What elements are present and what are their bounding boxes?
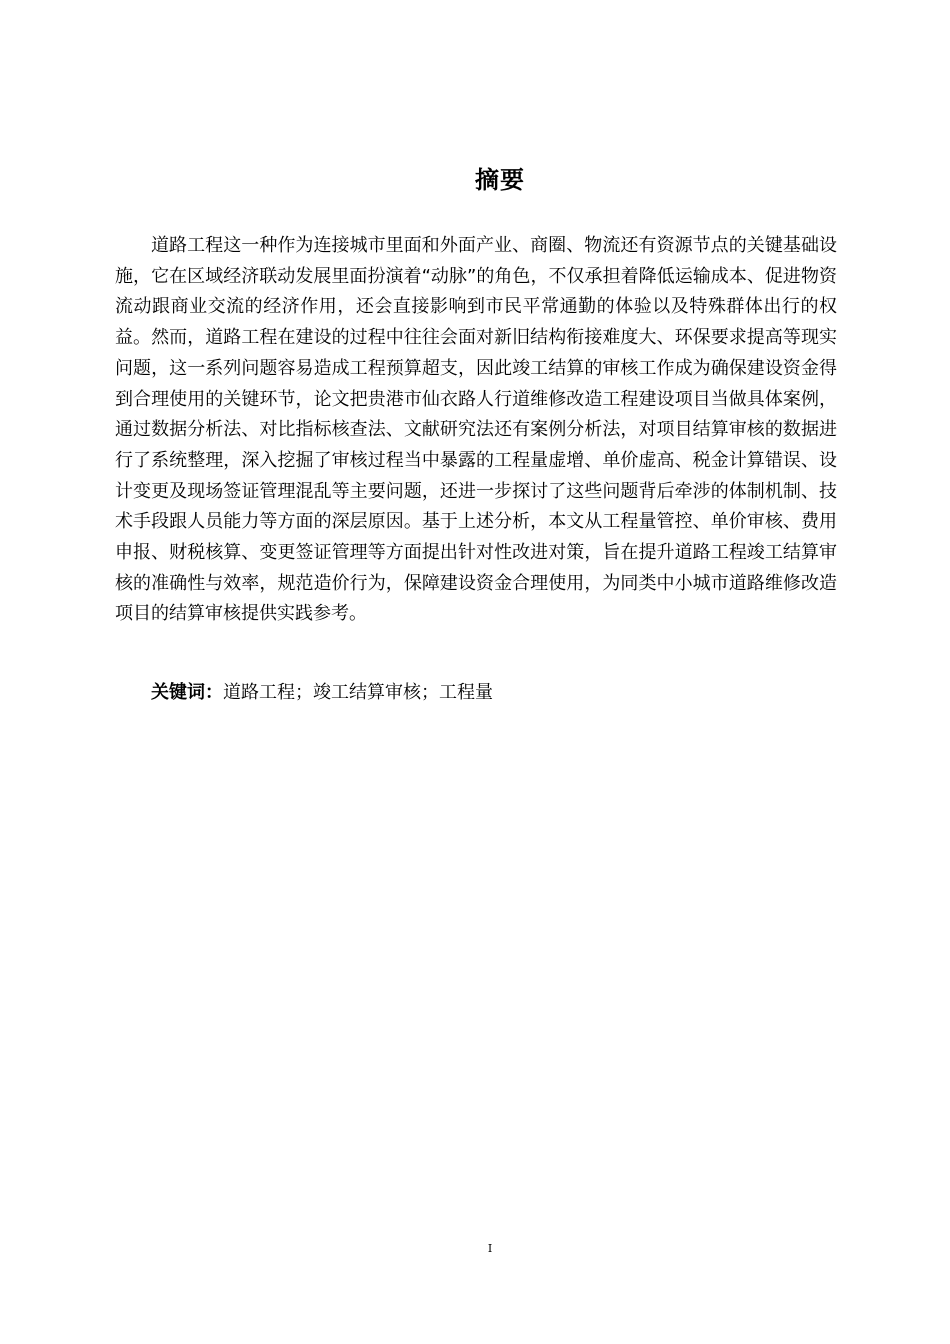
abstract-paragraph: 道路工程这一种作为连接城市里面和外面产业、商圈、物流还有资源节点的关键基础设施，它在区域经济联动发展里面扮演着“动脉”的角色，不仅承担着降低运输成本、促进物资流动跟商业交流的经济作用，还会直接影响到市民平常通勤的体验以及特殊群体出行的权益。然而，道路工程在建设的过程中往往会面对新旧结构衔接难度大、环保要求提高等现实问题，这一系列问题容易造成工程预算超支，因此竣工结算的审核工作成为确保建设资金得到合理使用的关键环节，论文把贵港市仙衣路人行道维修改造工程建设项目当做具体案例，通过数据分析法、对比指标核查法、文献研究法还有案例分析法，对项目结算审核的数据进行了系统整理，深入挖掘了审核过程当中暴露的工程量虚增、单价虚高、税金计算错误、设计变更及现场签证管理混乱等主要问题，还进一步探讨了这些问题背后牵涉的体制机制、技术手段跟人员能力等方面的深层原因。基于上述分析，本文从工程量管控、单价审核、费用申报、财税核算、变更签证管理等方面提出针对性改进对策，旨在提升道路工程竣工结算审核的准确性与效率，规范造价行为，保障建设资金合理使用，为同类中小城市道路维修改造项目的结算审核提供实践参考。: [115, 235, 837, 625]
keywords-line: [151, 678, 851, 708]
page-number: I: [487, 1242, 493, 1255]
page-title: 摘要: [475, 166, 525, 194]
keywords-value: 道路工程；竣工结算审核；工程量: [223, 682, 493, 703]
keywords-label: 关键词：: [151, 682, 223, 703]
